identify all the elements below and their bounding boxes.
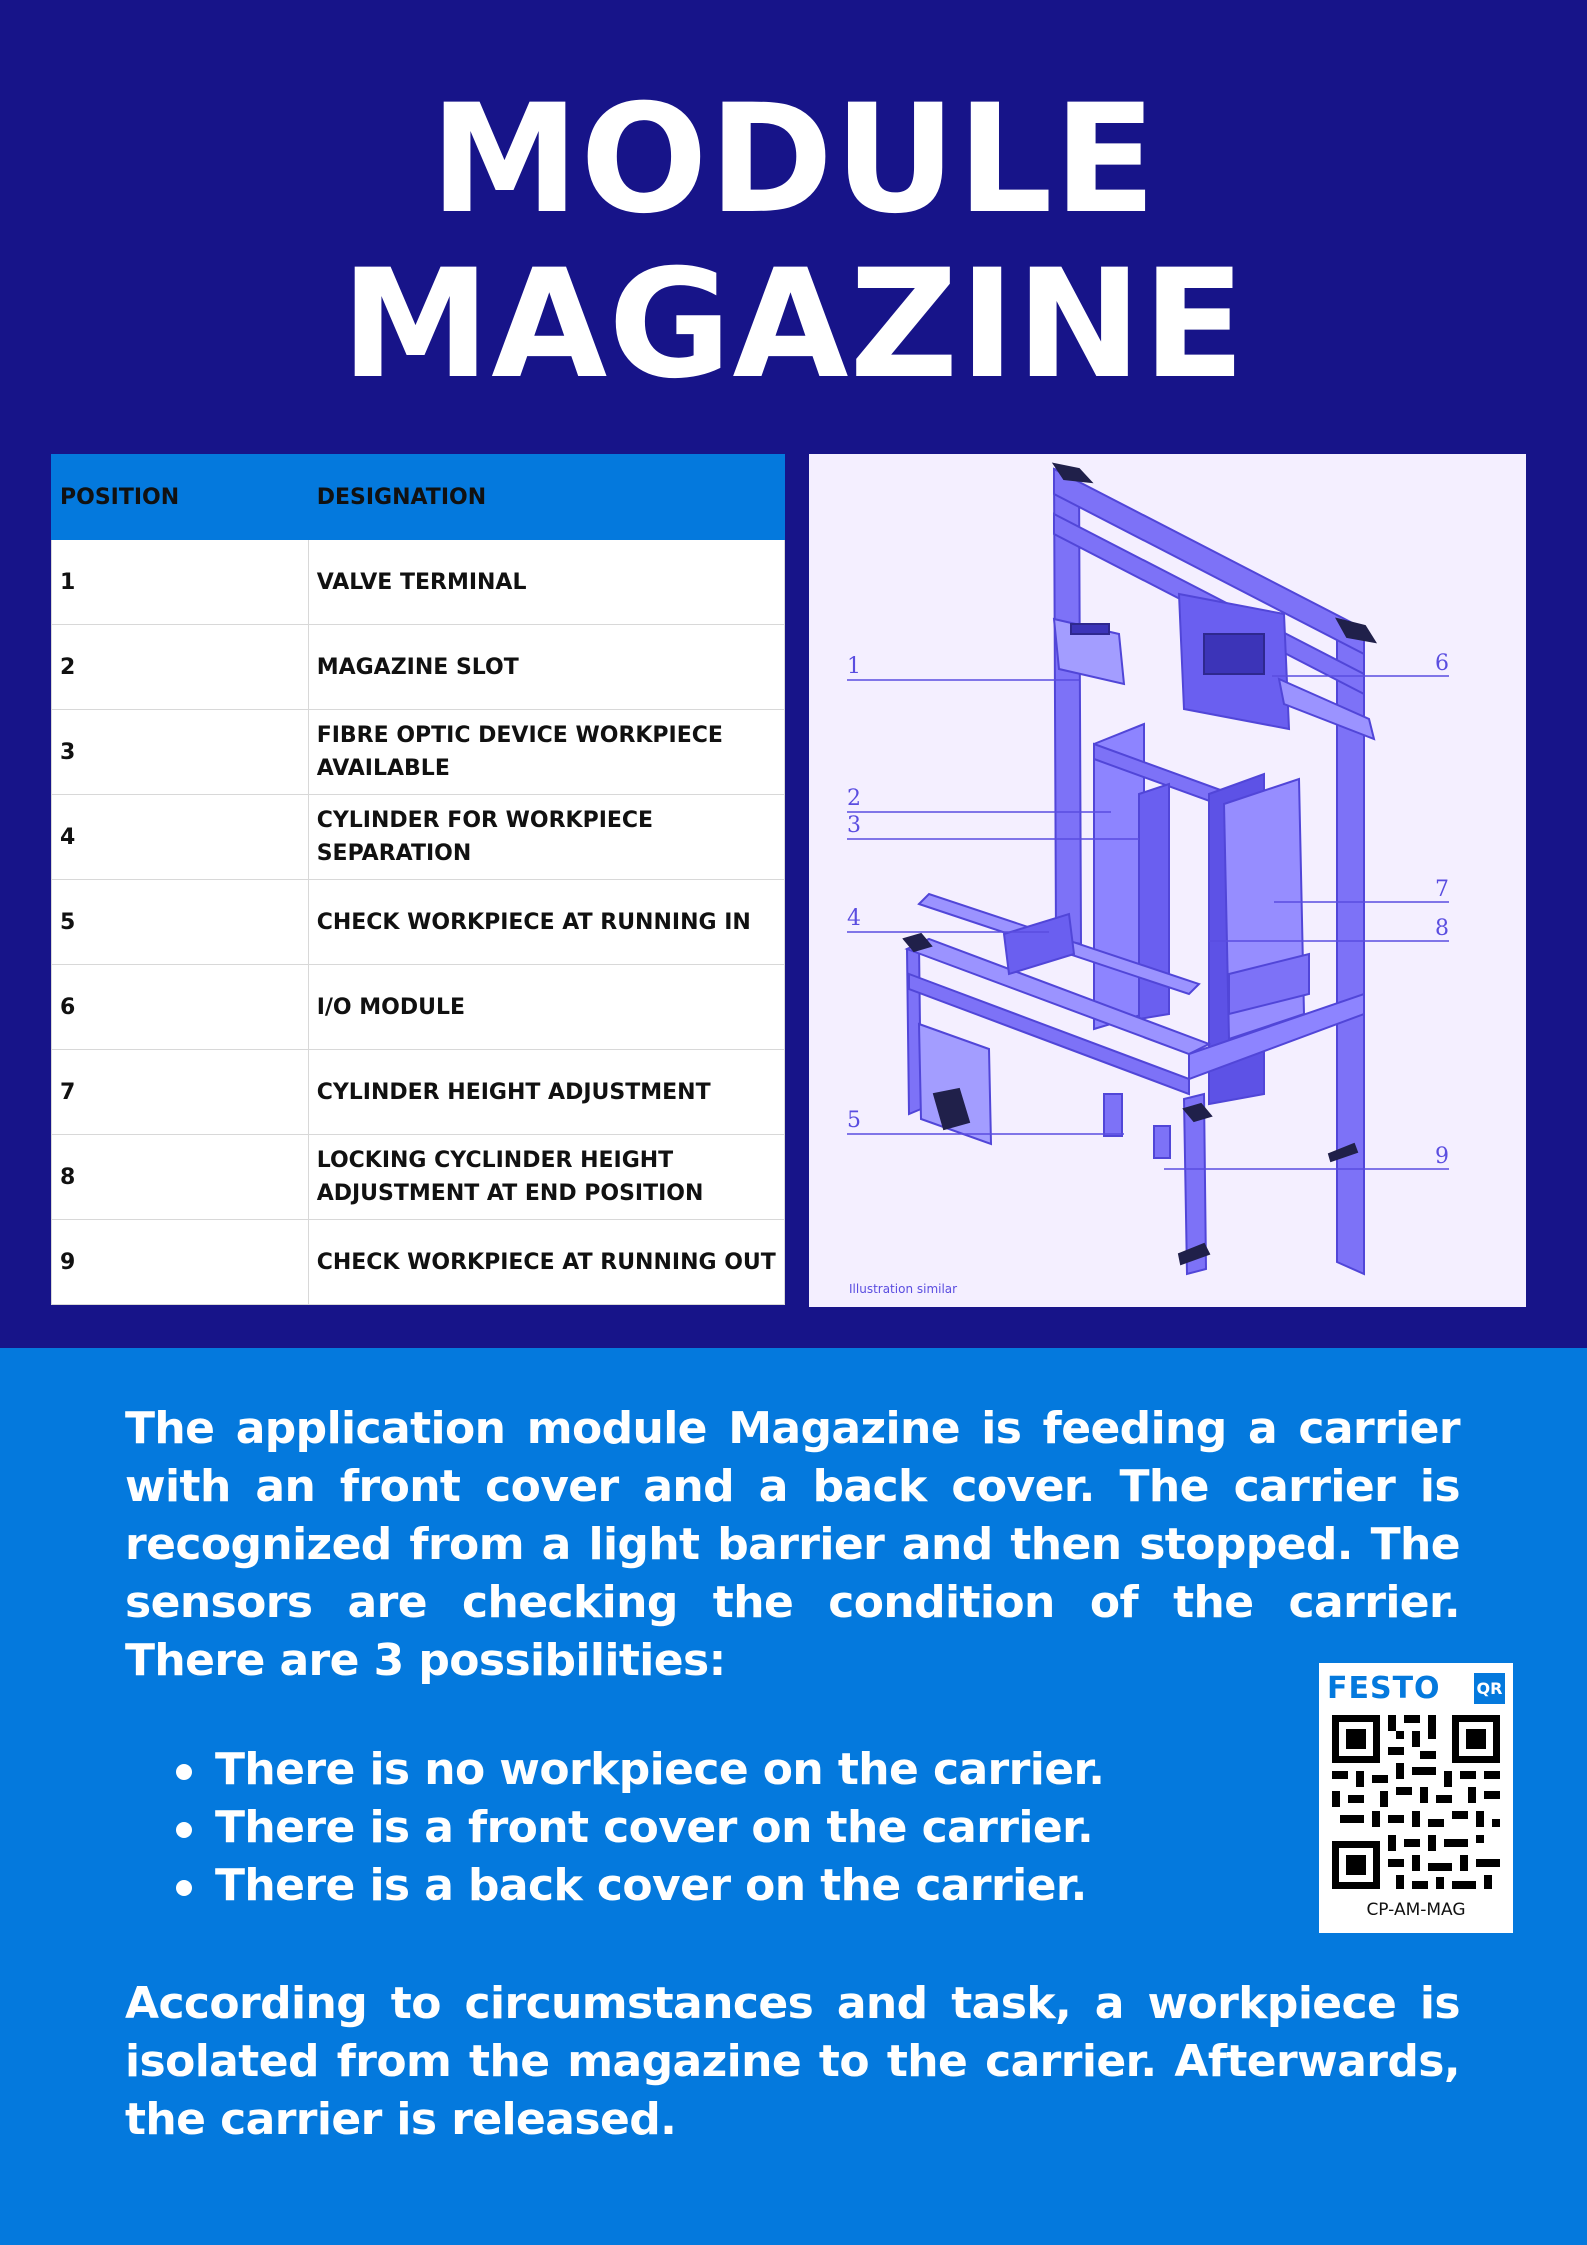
callout-6: 6	[1435, 651, 1449, 676]
header-designation: DESIGNATION	[308, 455, 784, 540]
cell-designation: LOCKING CYCLINDER HEIGHT ADJUSTMENT AT END POSITION	[308, 1135, 784, 1220]
table-header-row	[52, 455, 785, 540]
festo-logo: FESTO	[1327, 1671, 1441, 1706]
cell-designation: CYLINDER FOR WORKPIECE SEPARATION	[308, 795, 784, 880]
table-row	[52, 540, 785, 625]
table-row	[52, 1135, 785, 1220]
cell-designation: CYLINDER HEIGHT ADJUSTMENT	[308, 1050, 784, 1135]
table-row	[52, 795, 785, 880]
description-paragraph-2: According to circumstances and task, a workpiece is isolated from the magazine to the carrier. Afterwards, the carrier is released.	[125, 1978, 1460, 2145]
callout-9: 9	[1435, 1144, 1449, 1169]
cell-position: 5	[52, 880, 309, 965]
cell-position: 9	[52, 1220, 309, 1305]
title-line-2: MAGAZINE	[340, 238, 1247, 412]
possibilities-list	[170, 1741, 1104, 1915]
page-title	[0, 73, 1587, 412]
qr-code-icon[interactable]	[1328, 1711, 1504, 1897]
callout-2: 2	[847, 786, 861, 811]
table-row	[52, 965, 785, 1050]
callout-1: 1	[847, 654, 861, 679]
cell-designation: FIBRE OPTIC DEVICE WORKPIECE AVAILABLE	[308, 710, 784, 795]
table-row	[52, 1050, 785, 1135]
description-paragraph-1: The application module Magazine is feeding a carrier with an front cover and a back cover. The carrier is recognized from a light barrier and then stopped. The sensors are checking the condition of the carrier. There are 3 possibilities:	[125, 1403, 1460, 1686]
callout-4: 4	[847, 906, 861, 931]
table-row	[52, 1220, 785, 1305]
cell-position: 2	[52, 625, 309, 710]
cell-designation: CHECK WORKPIECE AT RUNNING IN	[308, 880, 784, 965]
qr-badge: QR	[1474, 1673, 1505, 1704]
cell-position: 4	[52, 795, 309, 880]
module-code: CP-AM-MAG	[1366, 1900, 1466, 1920]
table-row	[52, 710, 785, 795]
list-item: There is a front cover on the carrier.	[170, 1799, 1104, 1857]
table-row	[52, 880, 785, 965]
cell-position: 6	[52, 965, 309, 1050]
cell-designation: MAGAZINE SLOT	[308, 625, 784, 710]
cell-designation: I/O MODULE	[308, 965, 784, 1050]
header-position: POSITION	[52, 455, 309, 540]
list-item: There is no workpiece on the carrier.	[170, 1741, 1104, 1799]
callout-8: 8	[1435, 916, 1449, 941]
position-table	[51, 454, 785, 1305]
cell-designation: CHECK WORKPIECE AT RUNNING OUT	[308, 1220, 784, 1305]
callout-5: 5	[847, 1108, 861, 1133]
cell-designation: VALVE TERMINAL	[308, 540, 784, 625]
cell-position: 7	[52, 1050, 309, 1135]
machine-illustration	[809, 454, 1526, 1307]
qr-card	[1319, 1663, 1513, 1933]
cell-position: 8	[52, 1135, 309, 1220]
list-item: There is a back cover on the carrier.	[170, 1857, 1104, 1915]
cell-position: 1	[52, 540, 309, 625]
cell-position: 3	[52, 710, 309, 795]
illustration-caption: Illustration similar	[849, 1282, 958, 1296]
callout-7: 7	[1435, 877, 1449, 902]
table-row	[52, 625, 785, 710]
title-line-1: MODULE	[429, 73, 1158, 247]
callout-3: 3	[847, 813, 861, 838]
magazine-machine-drawing	[809, 454, 1526, 1307]
